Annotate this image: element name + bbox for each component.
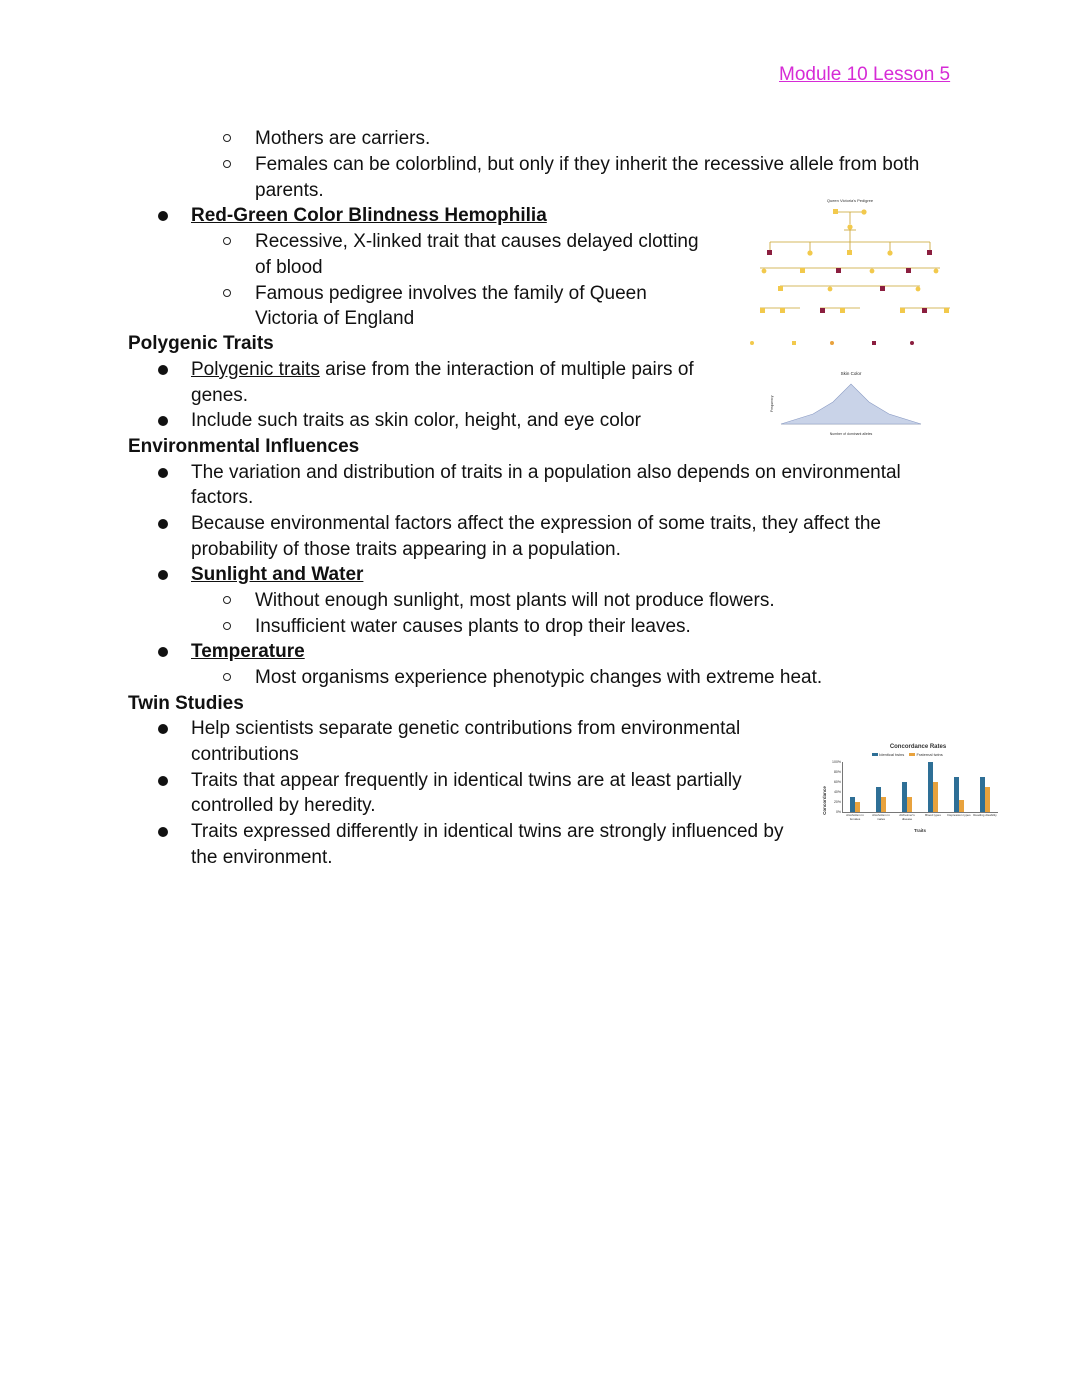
- text-line: of blood: [255, 257, 323, 278]
- skin-color-title: Skin Color: [840, 371, 862, 376]
- sub-bullet: [223, 237, 231, 245]
- text-line: the environment.: [191, 847, 333, 868]
- skin-color-figure: [763, 366, 923, 440]
- bar-fraternal: [959, 800, 964, 813]
- temperature-heading: Temperature: [191, 641, 305, 662]
- text-line: Females can be colorblind, but only if they inherit the recessive allele from both: [255, 154, 920, 175]
- pedigree-members: [760, 209, 949, 313]
- y-tick-label: 100%: [832, 760, 841, 764]
- text-line: Traits that appear frequently in identical twins are at least partially: [191, 770, 742, 791]
- environmental-heading: Environmental Influences: [128, 436, 360, 457]
- y-tick-label: 0%: [835, 810, 841, 814]
- chart-xlabel: Traits: [913, 828, 926, 833]
- bar-fraternal: [881, 797, 886, 812]
- y-tick-label: 20%: [833, 800, 841, 804]
- text-line: Insufficient water causes plants to drop their leaves.: [255, 616, 691, 637]
- bar-fraternal: [985, 787, 990, 812]
- polygenic-heading: Polygenic Traits: [128, 333, 274, 354]
- legend-swatch-fraternal: [909, 753, 915, 756]
- text-line: Help scientists separate genetic contributions from environmental: [191, 718, 741, 739]
- chart-y-axis: [842, 762, 843, 812]
- bar-fraternal: [933, 782, 938, 812]
- hemophilia-heading: Red-Green Color Blindness Hemophilia: [191, 205, 547, 226]
- skin-color-distribution: [781, 384, 921, 424]
- text-line: parents.: [255, 180, 324, 201]
- x-category-label: Alzheimer's disease: [899, 813, 915, 821]
- text-line: Include such traits as skin color, height, and eye color: [191, 410, 641, 431]
- text-line: genes.: [191, 385, 249, 406]
- bar-fraternal: [907, 797, 912, 812]
- bullet: [158, 211, 168, 221]
- chart-legend: [872, 752, 943, 757]
- sub-bullet: [223, 134, 231, 142]
- x-category-label: Blood types: [925, 813, 941, 817]
- bullet: [158, 416, 168, 426]
- legend-label-identical: Identical twins: [879, 752, 905, 757]
- bullet: [158, 570, 168, 580]
- pedigree-figure: [740, 190, 960, 350]
- y-tick-label: 80%: [833, 770, 841, 774]
- legend-swatch-identical: [872, 753, 878, 756]
- text-line: [191, 359, 694, 381]
- text-line: Famous pedigree involves the family of Queen: [255, 283, 647, 304]
- twin-studies-heading: Twin Studies: [128, 693, 244, 714]
- bullet: [158, 365, 168, 375]
- skin-color-xlabel: Number of dominant alleles: [829, 432, 873, 436]
- text-segment: arise from the interaction of multiple pairs of: [319, 359, 694, 380]
- sub-bullet: [223, 622, 231, 630]
- text-line: factors.: [191, 487, 254, 508]
- text-line: Traits expressed differently in identical twins are strongly influenced by: [191, 821, 784, 842]
- text-line: contributions: [191, 744, 299, 765]
- text-line: Victoria of England: [255, 308, 415, 329]
- x-category-label: Depression types: [947, 813, 971, 817]
- text-line: Mothers are carriers.: [255, 128, 431, 149]
- text-line: The variation and distribution of traits in a population also depends on environmental: [191, 462, 901, 483]
- text-line: controlled by heredity.: [191, 795, 376, 816]
- bullet: [158, 724, 168, 734]
- bullet: [158, 519, 168, 529]
- y-tick-label: 40%: [833, 790, 841, 794]
- bullet: [158, 468, 168, 478]
- sub-bullet: [223, 289, 231, 297]
- sub-bullet: [223, 160, 231, 168]
- sunlight-water-heading: Sunlight and Water: [191, 564, 364, 585]
- polygenic-traits-link[interactable]: Polygenic traits: [191, 359, 320, 380]
- y-tick-label: 60%: [833, 780, 841, 784]
- concordance-chart: [818, 740, 1000, 840]
- module-link[interactable]: Module 10 Lesson 5: [779, 64, 951, 85]
- skin-color-ylabel: Frequency: [770, 395, 774, 412]
- x-category-label: Alcoholism in females: [846, 813, 864, 821]
- bullet: [158, 647, 168, 657]
- bullet: [158, 776, 168, 786]
- sub-bullet: [223, 673, 231, 681]
- text-line: Without enough sunlight, most plants will not produce flowers.: [255, 590, 775, 611]
- bullet: [158, 827, 168, 837]
- text-line: Recessive, X-linked trait that causes delayed clotting: [255, 231, 699, 252]
- pedigree-lines: [760, 212, 950, 308]
- chart-title: Concordance Rates: [889, 744, 947, 750]
- bar-fraternal: [855, 802, 860, 812]
- text-line: Most organisms experience phenotypic changes with extreme heat.: [255, 667, 823, 688]
- pedigree-title: Queen Victoria's Pedigree: [826, 198, 874, 203]
- legend-label-fraternal: Fraternal twins: [916, 752, 943, 757]
- x-category-label: Reading disability: [973, 813, 997, 817]
- chart-ylabel: Concordance: [821, 786, 827, 815]
- text-line: Because environmental factors affect the expression of some traits, they affect the: [191, 513, 882, 534]
- sub-bullet: [223, 596, 231, 604]
- pedigree-legend: [750, 341, 914, 345]
- text-line: probability of those traits appearing in a population.: [191, 539, 621, 560]
- x-category-label: Alcoholism in males: [872, 813, 890, 821]
